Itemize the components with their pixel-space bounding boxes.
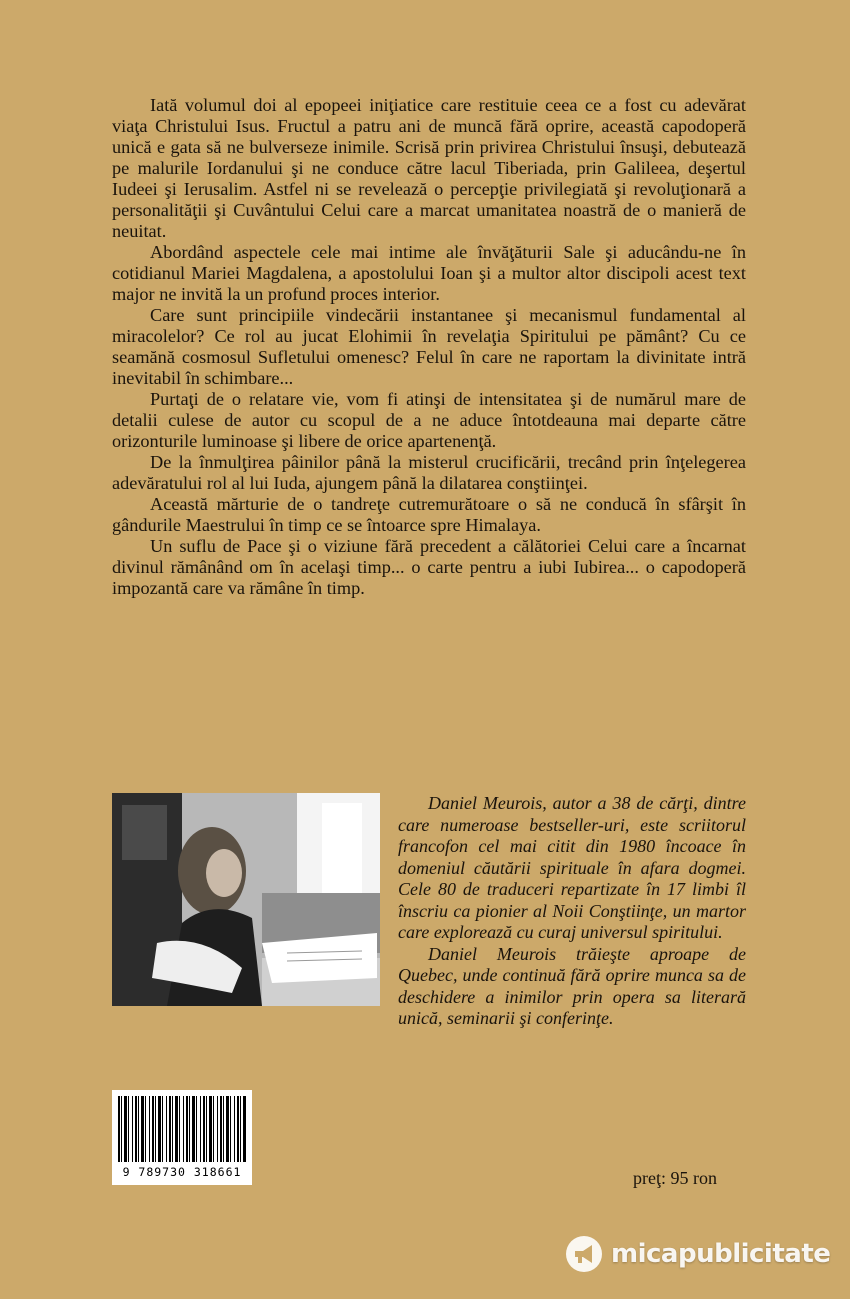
- blurb-paragraph: Abordând aspectele cele mai intime ale învăţăturii Sale şi aducându-ne în cotidianul Mariei Magdalena, a apostolului Ioan şi a multor altor discipoli acest text major ne invită la un profund proces interior.: [112, 242, 746, 304]
- megaphone-icon: [565, 1235, 603, 1273]
- price-label: preţ: 95 ron: [633, 1168, 717, 1188]
- barcode-number: 9 789730 318661: [122, 1165, 242, 1179]
- blurb-paragraph: Această mărturie de o tandreţe cutremurătoare o să ne conducă în sfârşit în gândurile Maestrului în timp ce se întoarce spre Himalaya.: [112, 494, 746, 535]
- author-section: [112, 793, 746, 1030]
- blurb-paragraph: Care sunt principiile vindecării instantanee şi mecanismul fundamental al miracolelor? Ce rol au jucat Elohimii în revelaţia Spiritului pe pământ? Cu ce seamănă cosmosul Sufletului omenesc? Felul în care ne raportam la divinitate intră inevitabil în schimbare...: [112, 305, 746, 388]
- blurb-paragraph: Un suflu de Pace şi o viziune fără precedent a călătoriei Celui care a încarnat divinul rămânând om în acelaşi timp... o carte pentru a iubi Iubirea... o capodoperă impozantă care va rămâne în timp.: [112, 536, 746, 598]
- watermark-text: micapublicitate: [611, 1239, 831, 1269]
- author-bio: Daniel Meurois, autor a 38 de cărţi, dintre care numeroase bestseller-uri, este scriitorul francofon cel mai citit din 1980 încoace în domeniul căutării spirituale în afara dogmei. Cele 80 de traduceri repartizate în 17 limbi îl înscriu ca pionier al Noii Conştiinţe, un martor care explorează cu curaj universul spiritului.: [398, 793, 746, 942]
- watermark: [565, 1230, 835, 1278]
- author-residence: Daniel Meurois trăieşte aproape de Quebec, unde continuă fără oprire munca sa de deschidere a inimilor prin opera sa literară unică, seminarii şi conferinţe.: [398, 943, 746, 1028]
- blurb-paragraph: Iată volumul doi al epopeei iniţiatice care restituie ceea ce a fost cu adevărat viaţa Christului Isus. Fructul a patru ani de muncă fără oprire, această capodoperă unică e gata să ne bulverseze inimile. Scrisă prin privirea Christului însuşi, debutează pe malurile Iordanului şi ne conduce către lacul Tiberiada, prin Galileea, deşertul Iudeei şi Ierusalim. Astfel ni se revelează o percepţie privilegiată şi revoluţionară a personalităţii şi Cuvântului Celui care a marcat umanitatea noastră de o manieră de neuitat.: [112, 95, 746, 241]
- blurb-paragraph: De la înmulţirea pâinilor până la misterul crucificării, trecând prin înţelegerea adevăratului rol al lui Iuda, ajungem până la dilatarea conştiinţei.: [112, 452, 746, 493]
- author-photo: [112, 793, 380, 1006]
- blurb-paragraph: Purtaţi de o relatare vie, vom fi atinşi de intensitatea şi de numărul mare de detalii culese de autor cu scopul de a ne aduce întotdeauna mai departe către orizonturile luminoase şi libere de orice apartenenţă.: [112, 389, 746, 451]
- barcode-bars: [118, 1096, 246, 1162]
- isbn-barcode: [112, 1090, 252, 1185]
- back-cover-blurb: [112, 95, 746, 599]
